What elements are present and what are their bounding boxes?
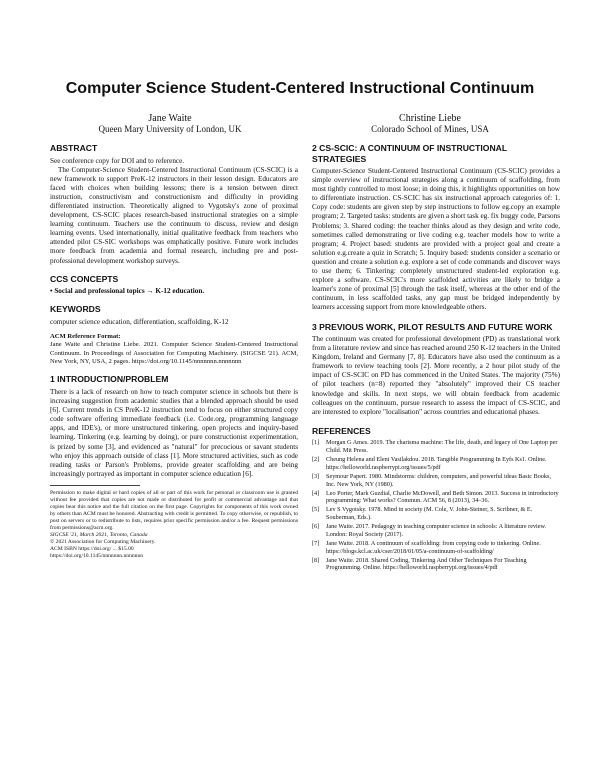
section-3-heading: 3 PREVIOUS WORK, PILOT RESULTS AND FUTURE WORK [312, 321, 553, 332]
author-affiliation: Colorado School of Mines, USA [371, 124, 489, 134]
reference-text: Jane Waite. 2017. Pedagogy in teaching computer science in schools: A literature review. London: Royal Society (2017). [326, 523, 547, 538]
reference-item [312, 456, 560, 471]
reference-text: Lev S Vygotsky. 1978. Mind in society (M. Cole, V. John-Steiner, S. Scribner, & E. Souberman, Eds.). [326, 506, 533, 522]
author-name: Jane Waite [148, 113, 192, 124]
section-1-body: There is a lack of research on how to teach computer science in schools but there is increasing suggestion from academic studies that a blended approach should be used [6]. Current trends in CS PreK-12 instruction tend to focus on either structured copy code software offering immediate feedback (i.e. Code.org, programming language apps, and IDE's), or more unstructured tinkering, open projects and inquiry-based learning. Tinkering (e.g. learning by doing), or pure constructionist experimentation, is prized by some [3], and evidenced as "natural" for precocious or savant students who enjoy this approach outside of class [1]. More structured activities, such as code reading tasks or Parson's Problems, provide greater scaffolding and are being increasingly portrayed as important in computer science education [6]. [50, 387, 298, 478]
abstract-body: The Computer-Science Student-Centered Instructional Continuum (CS-SCIC) is a new framework to support PreK-12 instructors in their lesson design. Educators are faced with choices when building lessons; there is a tension between direct instruction, constructivism and constructionism and difficulty in providing differentiated instruction. Theoretically aligned to Vygotsky's zone of proximal development, CS-SCIC places research-based instructional strategies on a simple learning continuum. Teachers use the continuum to discuss, review and design learning events. Used internationally, initial qualitative feedback from teachers who attended pilot CS-SIC workshops was emphatically positive. Future work includes more feedback from academia and formal research, including pre and post-professional development workshop surveys. [50, 165, 298, 265]
acm-ref-label: ACM Reference Format: [50, 332, 121, 340]
abstract-note: See conference copy for DOI and to reference. [50, 156, 185, 165]
reference-item [312, 523, 560, 538]
copyright-line: © 2021 Association for Computing Machinery. [50, 538, 156, 545]
acm-ref-text: Jane Waite and Christine Liebe. 2021. Computer Science Student-Centered Instructional Continuum. In Proceedings of Association for Computing Machinery. (SIGCSE '21). ACM, New York, NY, USA, 2 pages. https://doi.org/10.1145/nnnnnnn.nnnnnnn [50, 341, 298, 366]
reference-text: Jane Waite. 2018. A continuum of scaffolding: from copying code to tinkering. Online. https://blogs.kcl.ac.uk/cser/2018/01/05/a-continuum-of-scaffolding/ [326, 540, 541, 555]
reference-item [312, 557, 560, 572]
reference-number: [7] [312, 540, 320, 548]
reference-list [312, 439, 560, 572]
reference-number: [2] [312, 456, 320, 464]
reference-text: Morgan G Ames. 2019. The charisma machine: The life, death, and legacy of One Laptop per Child. Mit Press. [326, 439, 558, 454]
reference-text: Leo Porter, Mark Guzdial, Charlie McDowell, and Beth Simon. 2013. Success in introductory programming: What works? Commun. ACM 56, 8 (2013), 34–36. [326, 489, 559, 505]
section-1-heading: 1 INTRODUCTION/PROBLEM [50, 374, 169, 385]
reference-item [312, 439, 560, 454]
keywords-heading: KEYWORDS [50, 304, 101, 315]
author-block-2 [295, 113, 565, 135]
reference-number: [4] [312, 489, 320, 497]
reference-text: Seymour Papert. 1980. Mindstorms: children, computers, and powerful ideas Basic Books, Inc. New York, NY (1980). [326, 472, 551, 488]
permission-notice: Permission to make digital or hard copies of all or part of this work for personal or classroom use is granted without fee provided that copies are not made or distributed for profit or commercial advantage and that copies bear this notice and the full citation on the first page. Copyrights for components of this work owned by others than ACM must be honored. Abstracting with credit is permitted. To copy otherwise, or republish, to post on servers or to redistribute to lists, requires prior specific permission and/or a fee. Request permissions from permissions@acm.org. [50, 489, 298, 531]
keywords-text: computer science education, differentiation, scaffolding, K-12 [50, 317, 229, 326]
paper-title: Computer Science Student-Centered Instructional Continuum [65, 80, 535, 97]
section-3-body: The continuum was created for professional development (PD) as translational work from a literature review and since has reached around 250 K-12 teachers in the United Kingdom, Ireland and Germany [7, 8]. Educators have also used the continuum as a framework to review teaching tools [2]. More recently, a 2 hour pilot study of the impact of CS-SCIC on PD has commenced in the United States. The majority (75%) of pilot teachers (n=8) reported they "absolutely" improved their CS teacher knowledge and skills. In next steps, we will obtain feedback from academic colleagues on the continuum, pursue research to assess the impact of CS-SCIC, and are interested to explore "localisation" across countries and educational phases. [312, 335, 560, 416]
reference-text: Jane Waite. 2018. Shared Coding, Tinkering And Other Techniques For Teaching Programming. Online. https://helloworld.raspberrypi.org/issues/4/pdf [326, 556, 527, 572]
ccs-heading: CCS CONCEPTS [50, 273, 119, 284]
isbn-line: ACM ISBN https://doi.org/ ... $15.00 [50, 545, 134, 552]
references-heading: REFERENCES [312, 425, 371, 436]
section-2-body: Computer-Science Student-Centered Instructional Continuum (CS-SCIC) provides a simple overview of instructional strategies along a continuum of scaffolding, from most tightly controlled to most loose; in doing this, it highlights opportunities on how to differentiate instruction. CS-SCIC has six instructional approach categories of: 1. Copy code: students are given step by step instructions to follow eg.copy an example program; 2. Targeted tasks: students are given a short task eg. fix buggy code, Parsons Problems; 3. Shared coding: the teacher thinks aloud as they design and write code, sometimes called demonstrating or live coding e.g. teacher models how to write a program; 4. Project based: students are provided with a project goal and create a solution e.g.create a quiz in Scratch; 5. Inquiry based: students consider a scenario or question and create a solution e.g. explore a set of code commands and discover ways to use them; 6. Tinkering: completely unstructured student-led exploration e.g. explore a software. CS-SCIC's more scaffolded activities are likely to bridge a learner's zone of proximal [5] through the task itself, whereas at the other end of the continuum, in less scaffolded tasks, any gap must be bridged independently by learners accessing support from more knowledgeable others. [312, 167, 560, 312]
author-affiliation: Queen Mary University of London, UK [98, 124, 242, 134]
reference-item [312, 540, 560, 555]
ccs-text: • Social and professional topics → K-12 education. [50, 287, 205, 296]
author-block-1 [35, 113, 305, 135]
right-column [312, 143, 560, 574]
venue-line: SIGCSE '21, March 2021, Toronto, Canada [50, 531, 148, 538]
footnote-divider [50, 485, 140, 486]
reference-number: [6] [312, 523, 320, 531]
section-2-heading: 2 CS-SCIC: A CONTINUUM OF INSTRUCTIONAL STRATEGIES [312, 143, 507, 164]
reference-number: [1] [312, 439, 320, 447]
abstract-heading: ABSTRACT [50, 143, 98, 153]
reference-item [312, 490, 560, 505]
reference-number: [5] [312, 506, 320, 514]
reference-number: [3] [312, 472, 320, 480]
reference-number: [8] [312, 556, 320, 564]
reference-item [312, 506, 560, 521]
left-column [50, 143, 298, 560]
doi-line: https://doi.org/10.1145/nnnnnnn.nnnnnnn [50, 552, 144, 559]
reference-text: Cheung Helena and Eleni Vasilakdou. 2018. Tangible Programming In Eyfs Ks1. Online. https://helloworld.raspberrypi.org/issues/5/pdf [326, 456, 547, 471]
reference-item [312, 473, 560, 488]
author-name: Christine Liebe [399, 113, 461, 124]
